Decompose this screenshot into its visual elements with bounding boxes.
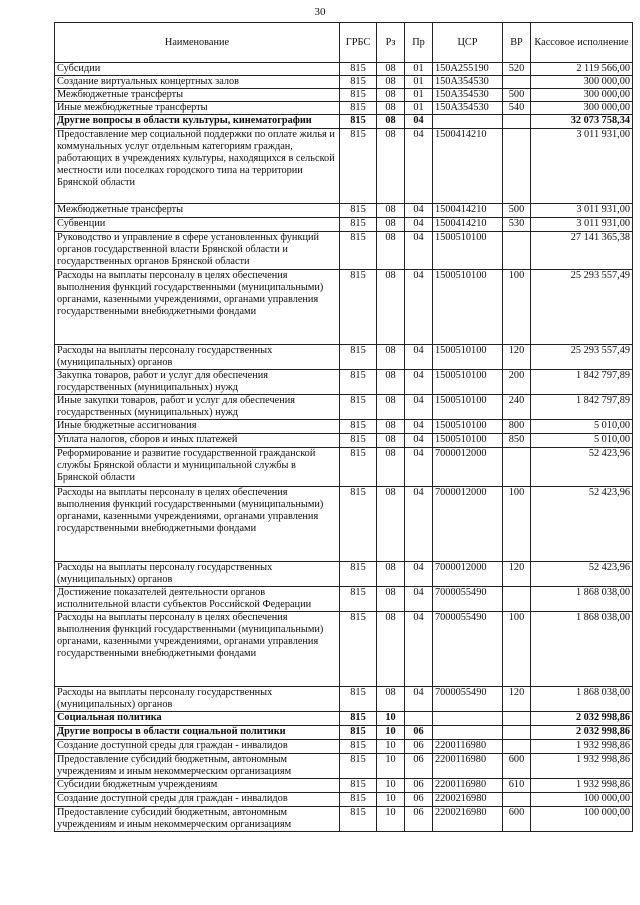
cell-name: Предоставление субсидий бюджетным, автономным учреждениям и иным некоммерческим организациям xyxy=(55,807,340,832)
cell-amount: 52 423,96 xyxy=(531,562,633,587)
table-row xyxy=(55,448,633,487)
cell-amount: 300 000,00 xyxy=(531,102,633,115)
cell-amount: 32 073 758,34 xyxy=(531,115,633,129)
table-row xyxy=(55,270,633,345)
cell-name: Предоставление субсидий бюджетным, автономным учреждениям и иным некоммерческим организациям xyxy=(55,754,340,779)
cell-csr: 1500510100 xyxy=(433,232,503,270)
cell-pr: 04 xyxy=(405,587,433,612)
table-header-row xyxy=(55,23,633,63)
cell-rz: 08 xyxy=(377,687,405,712)
cell-vr: 120 xyxy=(503,562,531,587)
cell-pr: 06 xyxy=(405,740,433,754)
cell-name: Иные бюджетные ассигнования xyxy=(55,420,340,434)
header-vr: ВР xyxy=(503,23,531,63)
table-row xyxy=(55,232,633,270)
cell-csr: 1500510100 xyxy=(433,395,503,420)
cell-vr: 120 xyxy=(503,687,531,712)
cell-grbs: 815 xyxy=(340,793,377,807)
cell-vr: 800 xyxy=(503,420,531,434)
cell-csr: 7000012000 xyxy=(433,562,503,587)
cell-grbs: 815 xyxy=(340,726,377,740)
table-row xyxy=(55,754,633,779)
table-row xyxy=(55,487,633,562)
cell-rz: 08 xyxy=(377,370,405,395)
table-row xyxy=(55,395,633,420)
cell-csr: 2200116980 xyxy=(433,779,503,793)
cell-vr: 600 xyxy=(503,754,531,779)
cell-vr xyxy=(503,740,531,754)
cell-amount: 1 932 998,86 xyxy=(531,754,633,779)
cell-amount: 2 032 998,86 xyxy=(531,726,633,740)
cell-amount: 1 932 998,86 xyxy=(531,740,633,754)
cell-vr xyxy=(503,712,531,726)
cell-name: Субвенции xyxy=(55,218,340,232)
cell-pr: 04 xyxy=(405,687,433,712)
table-row xyxy=(55,712,633,726)
cell-pr: 04 xyxy=(405,129,433,204)
cell-amount: 3 011 931,00 xyxy=(531,218,633,232)
cell-rz: 10 xyxy=(377,793,405,807)
cell-amount: 5 010,00 xyxy=(531,434,633,448)
cell-grbs: 815 xyxy=(340,270,377,345)
cell-pr: 04 xyxy=(405,612,433,687)
cell-rz: 08 xyxy=(377,129,405,204)
cell-csr: 1500414210 xyxy=(433,204,503,218)
cell-vr xyxy=(503,232,531,270)
cell-csr: 1500414210 xyxy=(433,129,503,204)
cell-csr: 7000012000 xyxy=(433,448,503,487)
cell-amount: 1 842 797,89 xyxy=(531,395,633,420)
cell-csr: 1500510100 xyxy=(433,345,503,370)
cell-vr: 530 xyxy=(503,218,531,232)
cell-csr: 7000055490 xyxy=(433,587,503,612)
cell-grbs: 815 xyxy=(340,712,377,726)
table-row xyxy=(55,129,633,204)
budget-table xyxy=(54,22,633,832)
cell-vr xyxy=(503,129,531,204)
cell-grbs: 815 xyxy=(340,63,377,76)
cell-vr: 520 xyxy=(503,63,531,76)
cell-pr: 06 xyxy=(405,779,433,793)
cell-rz: 10 xyxy=(377,754,405,779)
table-row xyxy=(55,434,633,448)
cell-rz: 08 xyxy=(377,420,405,434)
cell-rz: 08 xyxy=(377,395,405,420)
cell-pr: 04 xyxy=(405,204,433,218)
cell-rz: 08 xyxy=(377,218,405,232)
cell-pr: 04 xyxy=(405,345,433,370)
table-row xyxy=(55,115,633,129)
cell-name: Достижение показателей деятельности органов исполнительной власти субъектов Российской Федерации xyxy=(55,587,340,612)
cell-pr: 04 xyxy=(405,115,433,129)
cell-amount: 2 119 566,00 xyxy=(531,63,633,76)
cell-csr: 150A354530 xyxy=(433,89,503,102)
cell-grbs: 815 xyxy=(340,345,377,370)
cell-name: Иные закупки товаров, работ и услуг для обеспечения государственных (муниципальных) нужд xyxy=(55,395,340,420)
cell-rz: 08 xyxy=(377,448,405,487)
cell-grbs: 815 xyxy=(340,448,377,487)
cell-pr: 04 xyxy=(405,487,433,562)
cell-pr: 04 xyxy=(405,395,433,420)
table-row xyxy=(55,779,633,793)
table-row xyxy=(55,740,633,754)
cell-name: Расходы на выплаты персоналу в целях обеспечения выполнения функций государственными (муниципальными) органами, казенными учреждениями, органами управления государственными внебюджетными фондами xyxy=(55,612,340,687)
cell-csr: 1500510100 xyxy=(433,270,503,345)
cell-rz: 08 xyxy=(377,345,405,370)
table-row xyxy=(55,587,633,612)
cell-name: Расходы на выплаты персоналу государственных (муниципальных) органов xyxy=(55,687,340,712)
cell-csr: 7000055490 xyxy=(433,612,503,687)
cell-grbs: 815 xyxy=(340,487,377,562)
cell-vr: 200 xyxy=(503,370,531,395)
cell-csr: 150A354530 xyxy=(433,76,503,89)
table-row xyxy=(55,807,633,832)
cell-amount: 300 000,00 xyxy=(531,89,633,102)
cell-name: Закупка товаров, работ и услуг для обеспечения государственных (муниципальных) нужд xyxy=(55,370,340,395)
cell-rz: 10 xyxy=(377,740,405,754)
cell-amount: 1 868 038,00 xyxy=(531,612,633,687)
cell-csr: 1500510100 xyxy=(433,370,503,395)
cell-rz: 08 xyxy=(377,562,405,587)
table-body xyxy=(55,63,633,832)
cell-name: Реформирование и развитие государственной гражданской службы Брянской области и муниципальной службы в Брянской области xyxy=(55,448,340,487)
cell-grbs: 815 xyxy=(340,232,377,270)
cell-vr: 850 xyxy=(503,434,531,448)
cell-name: Создание доступной среды для граждан - инвалидов xyxy=(55,740,340,754)
cell-pr: 01 xyxy=(405,76,433,89)
cell-name: Руководство и управление в сфере установленных функций органов государственной власти Брянской области и государственных органов Брянской области xyxy=(55,232,340,270)
table-row xyxy=(55,420,633,434)
cell-rz: 08 xyxy=(377,434,405,448)
cell-rz: 08 xyxy=(377,76,405,89)
cell-csr: 2200116980 xyxy=(433,754,503,779)
cell-amount: 5 010,00 xyxy=(531,420,633,434)
header-pr: Пр xyxy=(405,23,433,63)
cell-vr: 100 xyxy=(503,487,531,562)
cell-csr xyxy=(433,726,503,740)
cell-name: Предоставление мер социальной поддержки по оплате жилья и коммунальных услуг отдельным категориям граждан, работающих в учреждениях культуры, находящихся в сельской местности или поселках городского типа на территории Брянской области xyxy=(55,129,340,204)
table-row xyxy=(55,370,633,395)
cell-rz: 08 xyxy=(377,232,405,270)
cell-grbs: 815 xyxy=(340,562,377,587)
cell-pr: 04 xyxy=(405,420,433,434)
cell-vr: 600 xyxy=(503,807,531,832)
cell-name: Иные межбюджетные трансферты xyxy=(55,102,340,115)
cell-grbs: 815 xyxy=(340,76,377,89)
cell-grbs: 815 xyxy=(340,129,377,204)
page-number: 30 xyxy=(314,6,326,18)
cell-name: Другие вопросы в области социальной политики xyxy=(55,726,340,740)
header-csr: ЦСР xyxy=(433,23,503,63)
cell-vr: 100 xyxy=(503,270,531,345)
cell-name: Социальная политика xyxy=(55,712,340,726)
header-kassovoe: Кассовое исполнение xyxy=(531,23,633,63)
cell-name: Уплата налогов, сборов и иных платежей xyxy=(55,434,340,448)
cell-csr: 150A354530 xyxy=(433,102,503,115)
cell-amount: 25 293 557,49 xyxy=(531,270,633,345)
cell-vr xyxy=(503,115,531,129)
table-row xyxy=(55,63,633,76)
cell-amount: 1 842 797,89 xyxy=(531,370,633,395)
cell-vr: 540 xyxy=(503,102,531,115)
cell-rz: 08 xyxy=(377,612,405,687)
cell-vr xyxy=(503,793,531,807)
header-rz: Рз xyxy=(377,23,405,63)
cell-csr: 1500414210 xyxy=(433,218,503,232)
table-row xyxy=(55,102,633,115)
cell-grbs: 815 xyxy=(340,779,377,793)
cell-csr xyxy=(433,712,503,726)
cell-vr: 100 xyxy=(503,612,531,687)
cell-rz: 08 xyxy=(377,270,405,345)
header-name: Наименование xyxy=(55,23,340,63)
cell-pr xyxy=(405,712,433,726)
cell-rz: 08 xyxy=(377,487,405,562)
cell-pr: 04 xyxy=(405,232,433,270)
cell-name: Субсидии бюджетным учреждениям xyxy=(55,779,340,793)
table-row xyxy=(55,612,633,687)
cell-amount: 300 000,00 xyxy=(531,76,633,89)
cell-amount: 52 423,96 xyxy=(531,487,633,562)
cell-vr: 120 xyxy=(503,345,531,370)
cell-amount: 3 011 931,00 xyxy=(531,129,633,204)
cell-grbs: 815 xyxy=(340,420,377,434)
cell-amount: 3 011 931,00 xyxy=(531,204,633,218)
cell-vr: 240 xyxy=(503,395,531,420)
cell-grbs: 815 xyxy=(340,612,377,687)
cell-csr: 7000055490 xyxy=(433,687,503,712)
cell-vr: 500 xyxy=(503,89,531,102)
table-row xyxy=(55,726,633,740)
cell-csr: 150A255190 xyxy=(433,63,503,76)
cell-name: Межбюджетные трансферты xyxy=(55,89,340,102)
cell-vr xyxy=(503,448,531,487)
cell-rz: 08 xyxy=(377,204,405,218)
cell-rz: 08 xyxy=(377,102,405,115)
cell-name: Создание доступной среды для граждан - инвалидов xyxy=(55,793,340,807)
cell-grbs: 815 xyxy=(340,204,377,218)
cell-pr: 04 xyxy=(405,370,433,395)
table-row xyxy=(55,89,633,102)
cell-pr: 04 xyxy=(405,218,433,232)
table-row xyxy=(55,76,633,89)
cell-name: Другие вопросы в области культуры, кинематографии xyxy=(55,115,340,129)
table-row xyxy=(55,204,633,218)
cell-name: Межбюджетные трансферты xyxy=(55,204,340,218)
cell-name: Расходы на выплаты персоналу государственных (муниципальных) органов xyxy=(55,562,340,587)
cell-amount: 1 868 038,00 xyxy=(531,587,633,612)
cell-grbs: 815 xyxy=(340,807,377,832)
cell-grbs: 815 xyxy=(340,89,377,102)
cell-rz: 08 xyxy=(377,587,405,612)
cell-pr: 06 xyxy=(405,807,433,832)
header-grbs: ГРБС xyxy=(340,23,377,63)
cell-rz: 10 xyxy=(377,779,405,793)
cell-pr: 04 xyxy=(405,434,433,448)
cell-rz: 10 xyxy=(377,726,405,740)
cell-csr xyxy=(433,115,503,129)
table-row xyxy=(55,562,633,587)
cell-rz: 08 xyxy=(377,115,405,129)
cell-grbs: 815 xyxy=(340,687,377,712)
table-row xyxy=(55,218,633,232)
cell-amount: 100 000,00 xyxy=(531,793,633,807)
cell-pr: 06 xyxy=(405,726,433,740)
cell-grbs: 815 xyxy=(340,395,377,420)
cell-amount: 25 293 557,49 xyxy=(531,345,633,370)
cell-csr: 2200116980 xyxy=(433,740,503,754)
cell-amount: 27 141 365,38 xyxy=(531,232,633,270)
cell-rz: 08 xyxy=(377,63,405,76)
cell-grbs: 815 xyxy=(340,218,377,232)
cell-amount: 52 423,96 xyxy=(531,448,633,487)
cell-vr: 500 xyxy=(503,204,531,218)
table-row xyxy=(55,793,633,807)
cell-pr: 01 xyxy=(405,89,433,102)
cell-csr: 1500510100 xyxy=(433,434,503,448)
cell-rz: 10 xyxy=(377,712,405,726)
cell-amount: 100 000,00 xyxy=(531,807,633,832)
cell-amount: 1 932 998,86 xyxy=(531,779,633,793)
cell-csr: 2200216980 xyxy=(433,793,503,807)
cell-vr xyxy=(503,726,531,740)
cell-vr xyxy=(503,76,531,89)
cell-grbs: 815 xyxy=(340,587,377,612)
cell-amount: 2 032 998,86 xyxy=(531,712,633,726)
cell-csr: 2200216980 xyxy=(433,807,503,832)
cell-grbs: 815 xyxy=(340,102,377,115)
cell-vr xyxy=(503,587,531,612)
table-row xyxy=(55,687,633,712)
cell-pr: 01 xyxy=(405,63,433,76)
cell-pr: 06 xyxy=(405,793,433,807)
cell-name: Расходы на выплаты персоналу государственных (муниципальных) органов xyxy=(55,345,340,370)
cell-name: Расходы на выплаты персоналу в целях обеспечения выполнения функций государственными (муниципальными) органами, казенными учреждениями, органами управления государственными внебюджетными фондами xyxy=(55,487,340,562)
cell-grbs: 815 xyxy=(340,370,377,395)
cell-pr: 06 xyxy=(405,754,433,779)
cell-pr: 04 xyxy=(405,562,433,587)
cell-rz: 10 xyxy=(377,807,405,832)
cell-amount: 1 868 038,00 xyxy=(531,687,633,712)
cell-grbs: 815 xyxy=(340,754,377,779)
cell-name: Субсидии xyxy=(55,63,340,76)
cell-csr: 1500510100 xyxy=(433,420,503,434)
cell-pr: 04 xyxy=(405,270,433,345)
cell-grbs: 815 xyxy=(340,434,377,448)
cell-rz: 08 xyxy=(377,89,405,102)
table-row xyxy=(55,345,633,370)
cell-name: Расходы на выплаты персоналу в целях обеспечения выполнения функций государственными (муниципальными) органами, казенными учреждениями, органами управления государственными внебюджетными фондами xyxy=(55,270,340,345)
cell-pr: 01 xyxy=(405,102,433,115)
cell-grbs: 815 xyxy=(340,740,377,754)
cell-grbs: 815 xyxy=(340,115,377,129)
cell-pr: 04 xyxy=(405,448,433,487)
cell-name: Создание виртуальных концертных залов xyxy=(55,76,340,89)
cell-csr: 7000012000 xyxy=(433,487,503,562)
cell-vr: 610 xyxy=(503,779,531,793)
